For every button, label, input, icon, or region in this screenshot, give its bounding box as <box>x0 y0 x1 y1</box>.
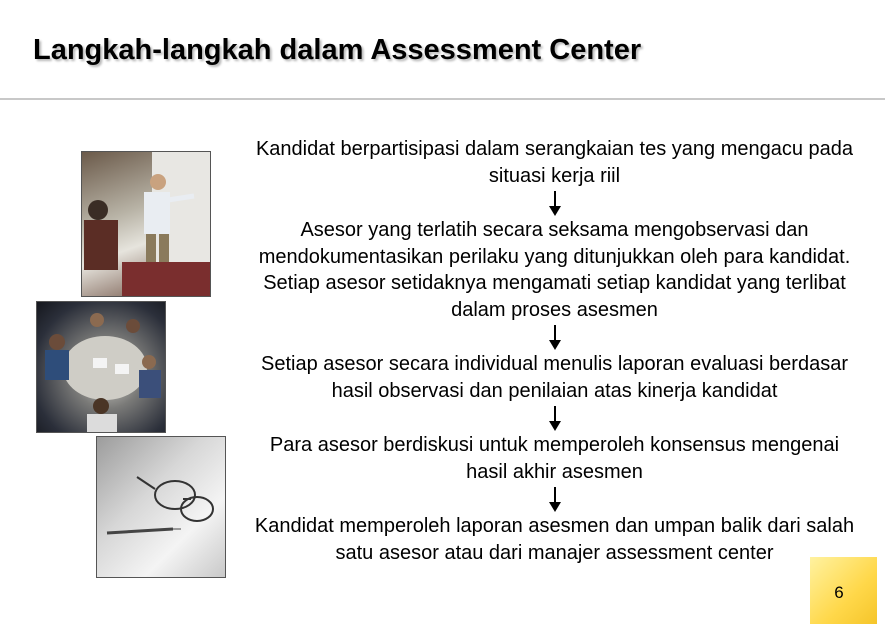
down-arrow-icon <box>545 485 565 513</box>
step-3: Setiap asesor secara individual menulis laporan evaluasi berdasar hasil observasi dan penilaian atas kinerja kandidat <box>260 353 848 402</box>
step-4: Para asesor berdiskusi untuk memperoleh konsensus mengenai hasil akhir asesmen <box>269 434 840 483</box>
title-divider <box>0 98 885 100</box>
step-2: Asesor yang terlatih secara seksama mengobservasi dan mendokumentasikan perilaku yang ditunjukkan oleh para kandidat. Setiap asesor setidaknya mengamati setiap kandidat yang terlibat dalam proses asesmen <box>258 219 851 321</box>
meeting-illustration <box>37 302 165 432</box>
page-number: 6 <box>834 583 844 602</box>
down-arrow-icon <box>545 189 565 217</box>
page-number-badge <box>810 557 877 624</box>
process-flow <box>252 136 857 566</box>
presentation-photo <box>81 151 211 297</box>
glasses-illustration <box>97 437 225 577</box>
down-arrow-icon <box>545 323 565 351</box>
step-1: Kandidat berpartisipasi dalam serangkaian tes yang mengacu pada situasi kerja riil <box>255 138 854 187</box>
meeting-photo <box>36 301 166 433</box>
presenter-illustration <box>82 152 210 296</box>
down-arrow-icon <box>545 404 565 432</box>
step-5: Kandidat memperoleh laporan asesmen dan umpan balik dari salah satu asesor atau dari manajer assessment center <box>254 515 855 564</box>
slide-title: Langkah-langkah dalam Assessment Center <box>33 34 642 66</box>
glasses-pen-photo <box>96 436 226 578</box>
